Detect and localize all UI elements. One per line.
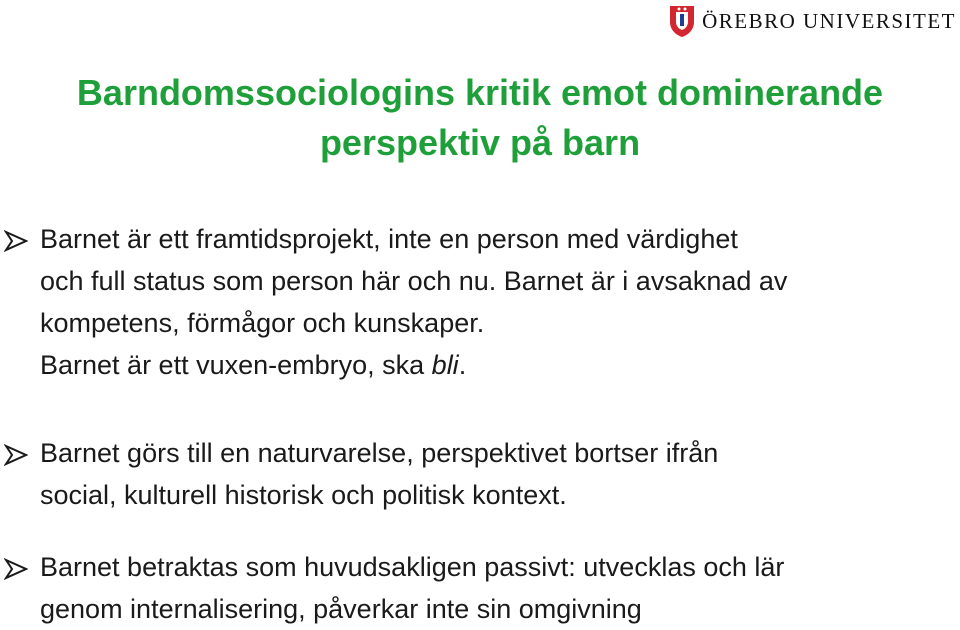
bullet-text [40, 546, 955, 630]
arrowhead-bullet-icon [4, 230, 28, 252]
bullet-line-suffix: . [458, 350, 467, 380]
slide-title-line-1: Barndomssociologins kritik emot dominerande [76, 72, 884, 113]
bullet-line: Barnet görs till en naturvarelse, perspektivet bortser ifrån [40, 438, 719, 468]
bullet-line: Barnet betraktas som huvudsakligen passivt: utvecklas och lär [40, 552, 785, 582]
arrowhead-bullet-icon [4, 558, 28, 580]
slide-title-line-2: perspektiv på barn [319, 122, 641, 163]
slide-title [0, 68, 960, 168]
bullet-line: social, kulturell historisk och politisk kontext. [40, 480, 567, 510]
bullet-text [40, 218, 955, 386]
bullet-line: kompetens, förmågor och kunskaper. [40, 308, 485, 338]
bullet-line: Barnet är ett framtidsprojekt, inte en person med värdighet [40, 224, 738, 254]
logo-text: ÖREBRO UNIVERSITET [702, 8, 956, 33]
bullet-line-italic: bli [431, 350, 459, 380]
bullet-line [40, 344, 955, 386]
bullet-line-text: Barnet är ett vuxen-embryo, ska [40, 350, 432, 380]
bullet-line: genom internalisering, påverkar inte sin omgivning [40, 594, 642, 624]
bullet-text [40, 432, 955, 516]
bullet-line: och full status som person här och nu. Barnet är i avsaknad av [40, 266, 788, 296]
university-logo [668, 4, 956, 38]
university-seal-icon [668, 4, 696, 38]
arrowhead-bullet-icon [4, 444, 28, 466]
